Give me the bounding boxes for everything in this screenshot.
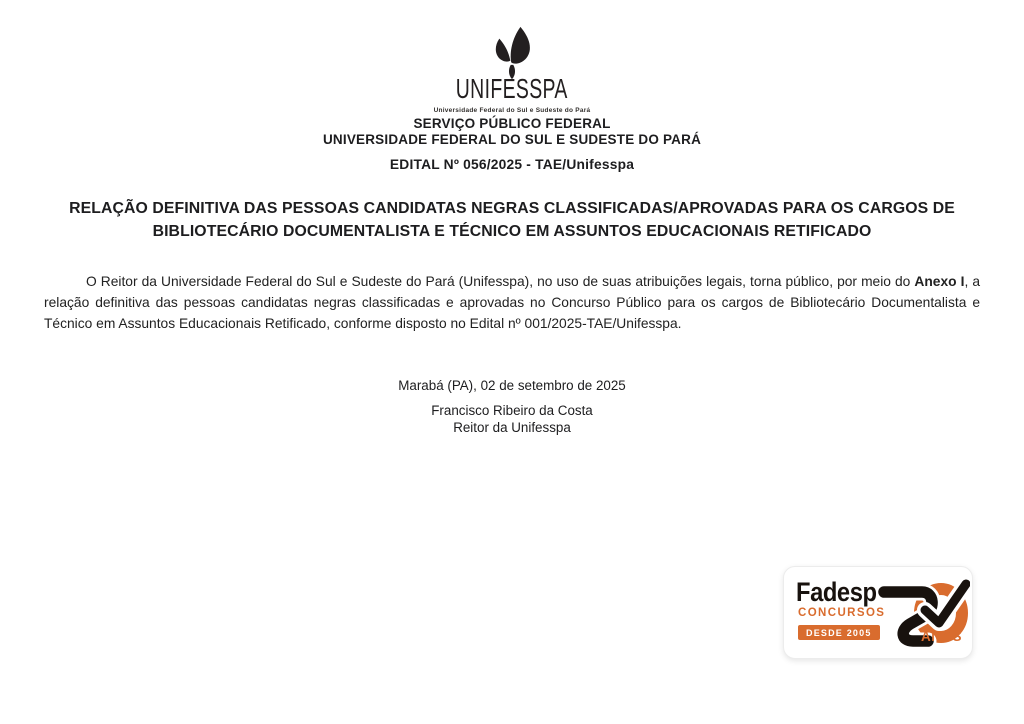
fadesp-logo	[783, 566, 973, 659]
fadesp-desde-badge: DESDE 2005	[798, 625, 880, 640]
fadesp-brand-wordmark: Fadesp	[796, 577, 877, 607]
body-text-part1: O Reitor da Universidade Federal do Sul e Sudeste do Pará (Unifesspa), no uso de suas atribuições legais, torna público, por meio do	[86, 274, 915, 289]
fadesp-anos-label: ANOS	[920, 629, 962, 644]
signatory-name: Francisco Ribeiro da Costa	[431, 403, 593, 418]
body-text-part2: , a relação definitiva das pessoas candidatas negras classificadas e aprovadas no Concurso Público para os cargos de Bibliotecário Documentalista e Técnico em Assuntos Educacionais Retificado, conforme disposto no Edital nº 001/2025-TAE/Unifesspa.	[44, 274, 980, 331]
fadesp-concursos-label: CONCURSOS	[798, 607, 886, 619]
header-university-line: UNIVERSIDADE FEDERAL DO SUL E SUDESTE DO PARÁ	[322, 132, 702, 147]
body-text-anexo: Anexo I	[914, 274, 965, 289]
unifesspa-tagline: Universidade Federal do Sul e Sudeste do Pará	[433, 107, 591, 114]
unifesspa-wordmark: UNIFESSPA	[456, 73, 568, 105]
document-title: RELAÇÃO DEFINITIVA DAS PESSOAS CANDIDATAS NEGRAS CLASSIFICADAS/APROVADAS PARA OS CARGOS DE BIBLIOTECÁRIO DOCUMENTALISTA E TÉCNICO EM ASSUNTOS EDUCACIONAIS RETIFICADO	[69, 200, 955, 240]
place-date-line: Marabá (PA), 02 de setembro de 2025	[398, 378, 626, 393]
header-service-line: SERVIÇO PÚBLICO FEDERAL	[413, 116, 611, 131]
signatory-role: Reitor da Unifesspa	[453, 420, 571, 435]
edital-number-line: EDITAL Nº 056/2025 - TAE/Unifesspa	[389, 157, 635, 172]
body-paragraph	[44, 271, 980, 334]
unifesspa-flame-icon	[486, 26, 538, 80]
